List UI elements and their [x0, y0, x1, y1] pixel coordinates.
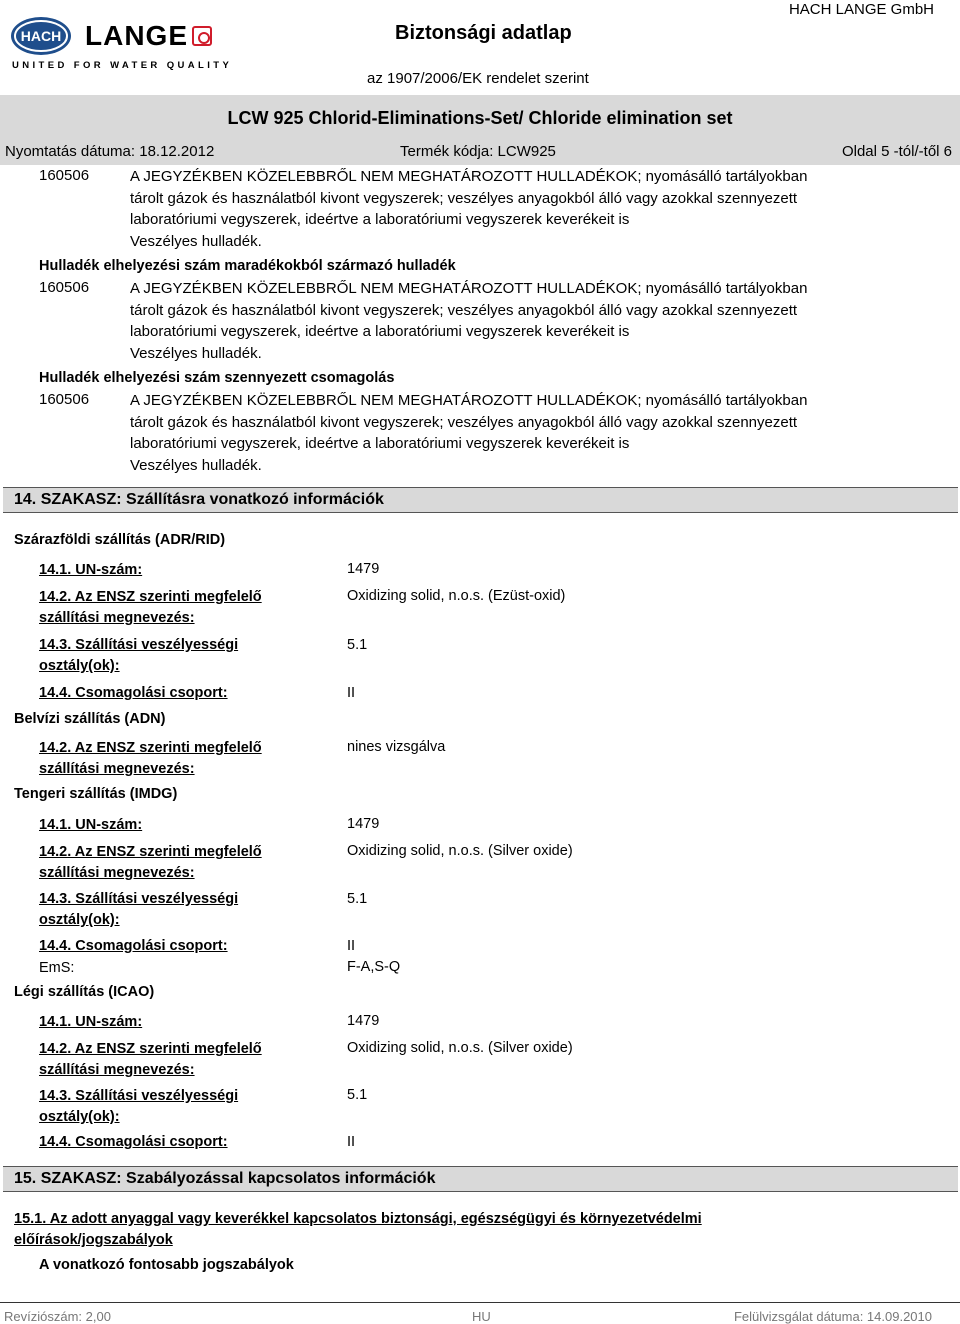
waste-heading-packaging: Hulladék elhelyezési szám szennyezett csomagolás — [39, 370, 395, 386]
waste-description-3 — [130, 390, 870, 476]
imdg-class-value: 5.1 — [347, 891, 368, 907]
adn-heading: Belvízi szállítás (ADN) — [14, 711, 166, 727]
adr-name-label-line: szállítási megnevezés: — [39, 610, 195, 626]
waste-description-2 — [130, 278, 870, 364]
waste-2-line: A JEGYZÉKBEN KÖZELEBBRŐL NEM MEGHATÁROZOTT HULLADÉKOK; nyomásálló tartályokban — [130, 280, 808, 297]
imdg-name-label-line: 14.2. Az ENSZ szerinti megfelelő — [39, 844, 262, 860]
icao-class-value: 5.1 — [347, 1087, 368, 1103]
waste-2-line: laboratóriumi vegyszerek, ideértve a laboratóriumi vegyszerek keverékeit is — [130, 323, 630, 340]
imdg-un-value: 1479 — [347, 816, 380, 832]
waste-1-line: tárolt gázok és használatból kivont vegyszerek; veszélyes anyagokból álló vagy azokkal szennyezett — [130, 189, 798, 207]
document-title: Biztonsági adatlap — [395, 22, 572, 44]
adr-pack-label: 14.4. Csomagolási csoport: — [39, 685, 228, 701]
icao-name-label-line: szállítási megnevezés: — [39, 1062, 195, 1078]
adn-name-label-line: szállítási megnevezés: — [39, 761, 195, 777]
adr-class-value: 5.1 — [347, 637, 368, 653]
waste-3-line: laboratóriumi vegyszerek, ideértve a laboratóriumi vegyszerek keverékeit is — [130, 435, 630, 452]
waste-3-line: tárolt gázok és használatból kivont vegyszerek; veszélyes anyagokból álló vagy azokkal szennyezett — [130, 413, 798, 431]
imdg-ems-value: F-A,S-Q — [347, 959, 401, 975]
icao-heading: Légi szállítás (ICAO) — [14, 984, 155, 1000]
imdg-ems-label: EmS: — [39, 960, 75, 976]
icao-pack-value: II — [347, 1134, 356, 1150]
section-15-1-line: előírások/jogszabályok — [14, 1232, 173, 1248]
adn-name-value: nines vizsgálva — [347, 739, 446, 755]
product-code: Termék kódja: LCW925 — [400, 143, 556, 160]
waste-code-3: 160506 — [39, 391, 90, 408]
waste-2-line: tárolt gázok és használatból kivont vegyszerek; veszélyes anyagokból álló vagy azokkal szennyezett — [130, 301, 798, 319]
adn-name-label-line: 14.2. Az ENSZ szerinti megfelelő — [39, 740, 262, 756]
waste-heading-residue: Hulladék elhelyezési szám maradékokból származó hulladék — [39, 258, 456, 274]
icao-class-label-line: osztály(ok): — [39, 1109, 120, 1125]
waste-3-line: Veszélyes hulladék. — [130, 456, 262, 474]
page-info: Oldal 5 -tól/-től 6 — [841, 143, 952, 160]
adr-name-label — [39, 587, 262, 629]
imdg-name-value: Oxidizing solid, n.o.s. (Silver oxide) — [347, 843, 573, 859]
icao-class-label-line: 14.3. Szállítási veszélyességi — [39, 1088, 239, 1104]
section-14-title: 14. SZAKASZ: Szállításra vonatkozó információk — [14, 491, 384, 508]
imdg-class-label-line: osztály(ok): — [39, 912, 120, 928]
adr-heading: Szárazföldi szállítás (ADR/RID) — [14, 532, 226, 548]
tagline: UNITED FOR WATER QUALITY — [12, 60, 233, 71]
regulations-heading: A vonatkozó fontosabb jogszabályok — [39, 1257, 294, 1273]
imdg-class-label-line: 14.3. Szállítási veszélyességi — [39, 891, 239, 907]
adr-un-label: 14.1. UN-szám: — [39, 562, 143, 578]
icao-pack-label: 14.4. Csomagolási csoport: — [39, 1134, 228, 1150]
waste-1-line: Veszélyes hulladék. — [130, 232, 262, 250]
adr-name-label-line: 14.2. Az ENSZ szerinti megfelelő — [39, 589, 262, 605]
icao-name-value: Oxidizing solid, n.o.s. (Silver oxide) — [347, 1040, 573, 1056]
adr-un-value: 1479 — [347, 561, 380, 577]
revision-number: Revíziószám: 2,00 — [4, 1309, 111, 1324]
icao-class-label — [39, 1086, 238, 1128]
regulation-text: az 1907/2006/EK rendelet szerint — [367, 70, 589, 87]
imdg-heading: Tengeri szállítás (IMDG) — [14, 786, 178, 802]
imdg-pack-label: 14.4. Csomagolási csoport: — [39, 938, 228, 954]
icao-name-label-line: 14.2. Az ENSZ szerinti megfelelő — [39, 1041, 262, 1057]
company-name: HACH LANGE GmbH — [788, 1, 934, 18]
waste-3-line: A JEGYZÉKBEN KÖZELEBBRŐL NEM MEGHATÁROZOTT HULLADÉKOK; nyomásálló tartályokban — [130, 392, 808, 409]
adr-pack-value: II — [347, 685, 356, 701]
print-date: Nyomtatás dátuma: 18.12.2012 — [5, 143, 215, 160]
adr-class-label-line: osztály(ok): — [39, 658, 120, 674]
language-code: HU — [472, 1309, 491, 1324]
adr-name-value: Oxidizing solid, n.o.s. (Ezüst-oxid) — [347, 588, 566, 604]
waste-code-2: 160506 — [39, 279, 90, 296]
imdg-name-label-line: szállítási megnevezés: — [39, 865, 195, 881]
review-date: Felülvizsgálat dátuma: 14.09.2010 — [733, 1309, 932, 1324]
icao-name-label — [39, 1039, 262, 1081]
imdg-un-label: 14.1. UN-szám: — [39, 817, 143, 833]
lange-mark-icon — [192, 26, 212, 46]
section-15-1-line: 15.1. Az adott anyaggal vagy keverékkel kapcsolatos biztonsági, egészségügyi és környezetvédelmi — [14, 1211, 702, 1227]
waste-1-line: laboratóriumi vegyszerek, ideértve a laboratóriumi vegyszerek keverékeit is — [130, 211, 630, 228]
adr-class-label — [39, 635, 238, 677]
product-name: LCW 925 Chlorid-Eliminations-Set/ Chloride elimination set — [227, 108, 733, 128]
hach-logo — [10, 16, 72, 56]
section-15-1-heading — [14, 1209, 702, 1251]
adn-name-label — [39, 738, 262, 780]
section-15-title: 15. SZAKASZ: Szabályozással kapcsolatos információk — [14, 1170, 436, 1187]
lange-logo: LANGE — [85, 20, 188, 51]
footer-divider — [0, 1302, 960, 1303]
imdg-class-label — [39, 889, 238, 931]
adr-class-label-line: 14.3. Szállítási veszélyességi — [39, 637, 239, 653]
imdg-name-label — [39, 842, 262, 884]
icao-un-label: 14.1. UN-szám: — [39, 1014, 143, 1030]
icao-un-value: 1479 — [347, 1013, 380, 1029]
waste-2-line: Veszélyes hulladék. — [130, 344, 262, 362]
imdg-pack-value: II — [347, 938, 356, 954]
waste-1-line: A JEGYZÉKBEN KÖZELEBBRŐL NEM MEGHATÁROZOTT HULLADÉKOK; nyomásálló tartályokban — [130, 168, 808, 185]
waste-description-1 — [130, 166, 870, 252]
hach-logo-text: HACH — [20, 28, 62, 44]
waste-code-1: 160506 — [39, 167, 90, 184]
